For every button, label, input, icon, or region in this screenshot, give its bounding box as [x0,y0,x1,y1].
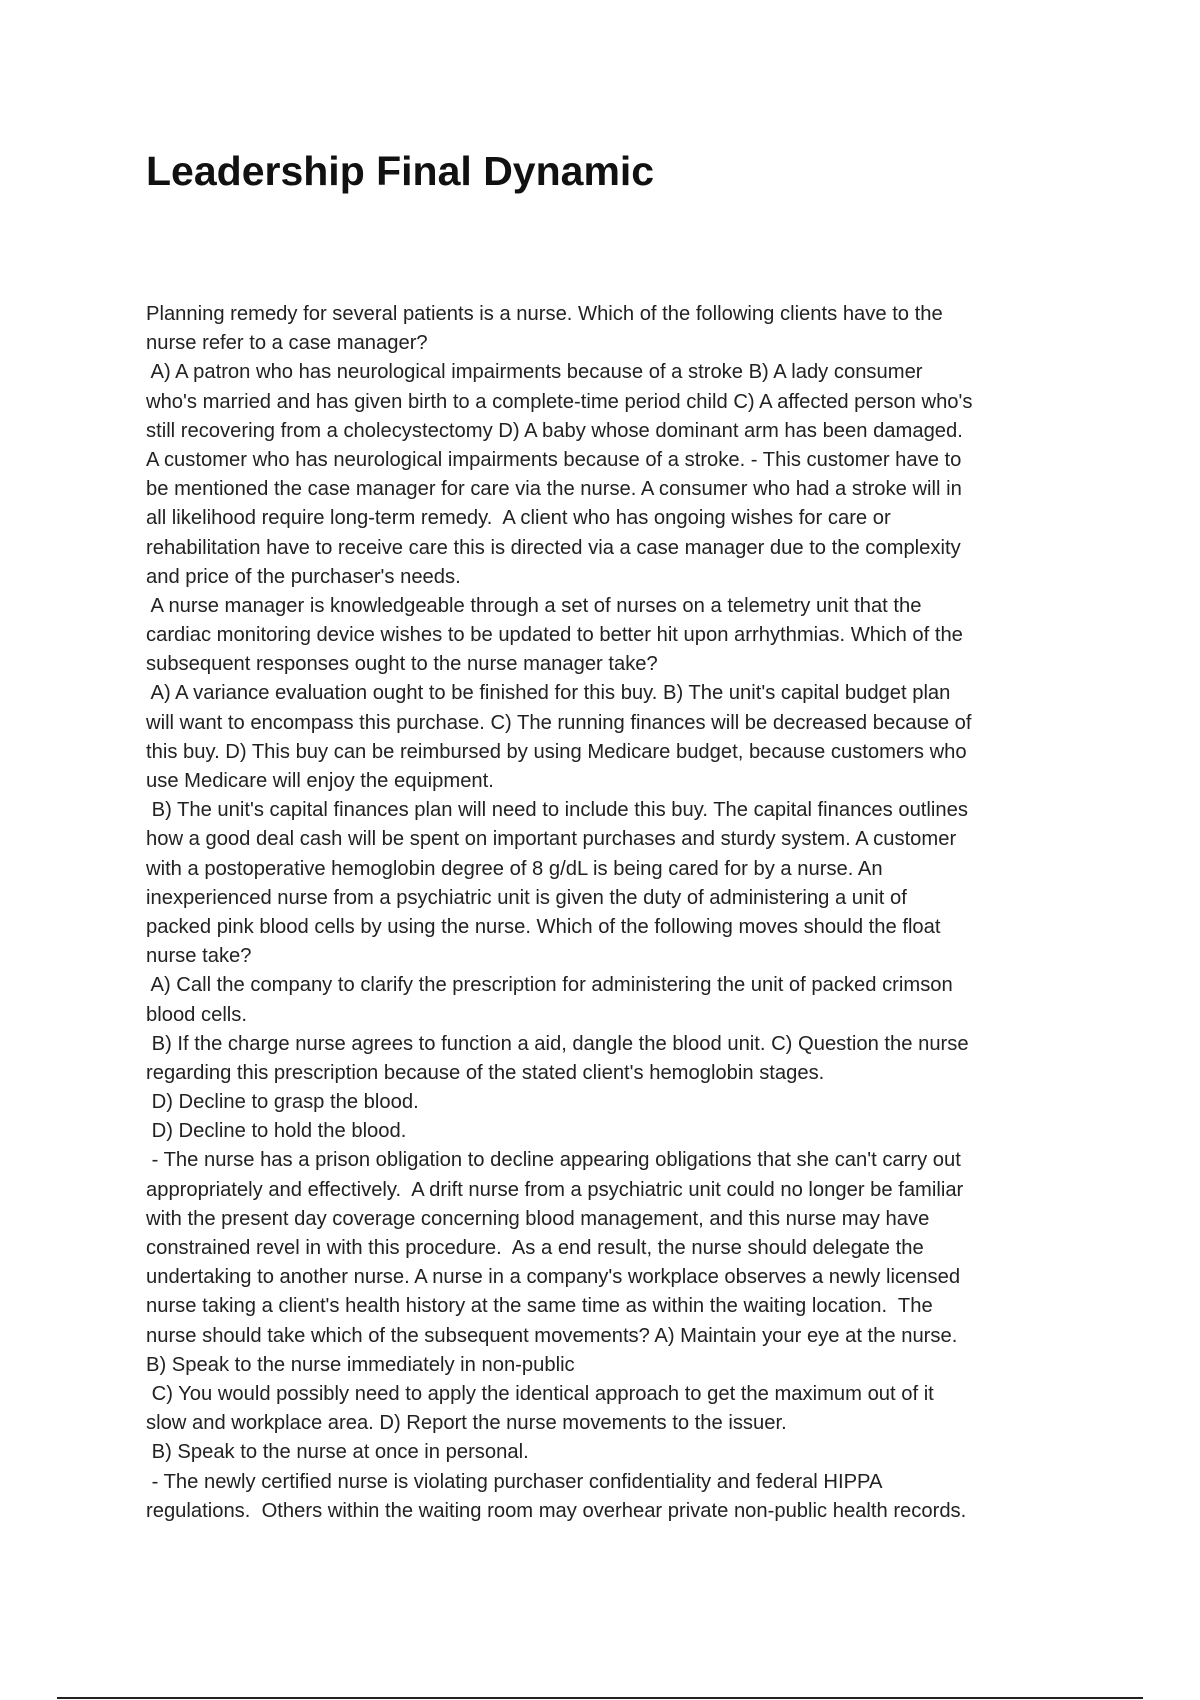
body-line: rehabilitation have to receive care this is directed via a case manager due to the complexity [146,536,961,559]
body-line: all likelihood require long-term remedy. A client who has ongoing wishes for care or [146,507,891,530]
body-line: - The newly certified nurse is violating purchaser confidentiality and federal HIPPA [146,1470,883,1493]
body-line: D) Decline to hold the blood. [146,1120,407,1143]
document-body [146,300,1066,1526]
body-line: and price of the purchaser's needs. [146,565,461,588]
body-line: nurse take? [146,945,252,968]
body-line: A nurse manager is knowledgeable through a set of nurses on a telemetry unit that the [146,594,922,617]
body-line: blood cells. [146,1003,247,1026]
body-line: A) A patron who has neurological impairments because of a stroke B) A lady consumer [146,361,923,384]
document-title: Leadership Final Dynamic [146,148,655,194]
body-line: still recovering from a cholecystectomy D) A baby whose dominant arm has been damaged. [146,419,963,442]
body-line: be mentioned the case manager for care via the nurse. A consumer who had a stroke will in [146,478,962,501]
body-line: cardiac monitoring device wishes to be updated to better hit upon arrhythmias. Which of the [146,624,963,647]
footer-divider [57,1697,1143,1699]
body-line: nurse should take which of the subsequent movements? A) Maintain your eye at the nurse. [146,1324,958,1347]
body-line: constrained revel in with this procedure. As a end result, the nurse should delegate the [146,1237,924,1259]
body-line: - The nurse has a prison obligation to decline appearing obligations that she can't carry out [146,1149,961,1172]
body-line: with a postoperative hemoglobin degree of 8 g/dL is being cared for by a nurse. An [146,857,883,880]
body-line: B) Speak to the nurse at once in personal. [146,1441,529,1464]
body-line: regulations. Others within the waiting room may overhear private non-public health records. [146,1499,967,1522]
body-line: B) If the charge nurse agrees to function a aid, dangle the blood unit. C) Question the nurse [146,1032,969,1055]
body-line: nurse taking a client's health history at the same time as within the waiting location. The [146,1295,933,1318]
body-line: regarding this prescription because of the stated client's hemoglobin stages. [146,1061,825,1084]
body-line: A) A variance evaluation ought to be finished for this buy. B) The unit's capital budget plan [146,682,951,705]
body-line: inexperienced nurse from a psychiatric unit is given the duty of administering a unit of [146,886,907,909]
body-line: nurse refer to a case manager? [146,332,428,355]
body-line: with the present day coverage concerning blood management, and this nurse may have [146,1207,930,1230]
body-line: appropriately and effectively. A drift nurse from a psychiatric unit could no longer be familiar [146,1178,964,1201]
body-line: B) The unit's capital finances plan will need to include this buy. The capital finances outlines [146,799,968,822]
body-line: who's married and has given birth to a complete-time period child C) A affected person who's [146,390,973,413]
body-line: A customer who has neurological impairments because of a stroke. - This customer have to [146,448,962,471]
body-line: undertaking to another nurse. A nurse in a company's workplace observes a newly licensed [146,1266,961,1289]
body-line: Planning remedy for several patients is a nurse. Which of the following clients have to the [146,303,943,325]
body-line: this buy. D) This buy can be reimbursed by using Medicare budget, because customers who [146,740,967,763]
body-line: use Medicare will enjoy the equipment. [146,770,494,792]
body-line: subsequent responses ought to the nurse manager take? [146,653,658,676]
body-line: D) Decline to grasp the blood. [146,1091,419,1114]
body-line: packed pink blood cells by using the nurse. Which of the following moves should the float [146,915,941,938]
body-line: how a good deal cash will be spent on important purchases and sturdy system. A customer [146,828,957,851]
body-line: slow and workplace area. D) Report the nurse movements to the issuer. [146,1412,787,1435]
body-line: A) Call the company to clarify the prescription for administering the unit of packed crimson [146,974,953,997]
body-line: will want to encompass this purchase. C) The running finances will be decreased because of [146,711,972,734]
body-line: C) You would possibly need to apply the identical approach to get the maximum out of it [146,1382,934,1405]
body-line: B) Speak to the nurse immediately in non-public [146,1353,575,1376]
